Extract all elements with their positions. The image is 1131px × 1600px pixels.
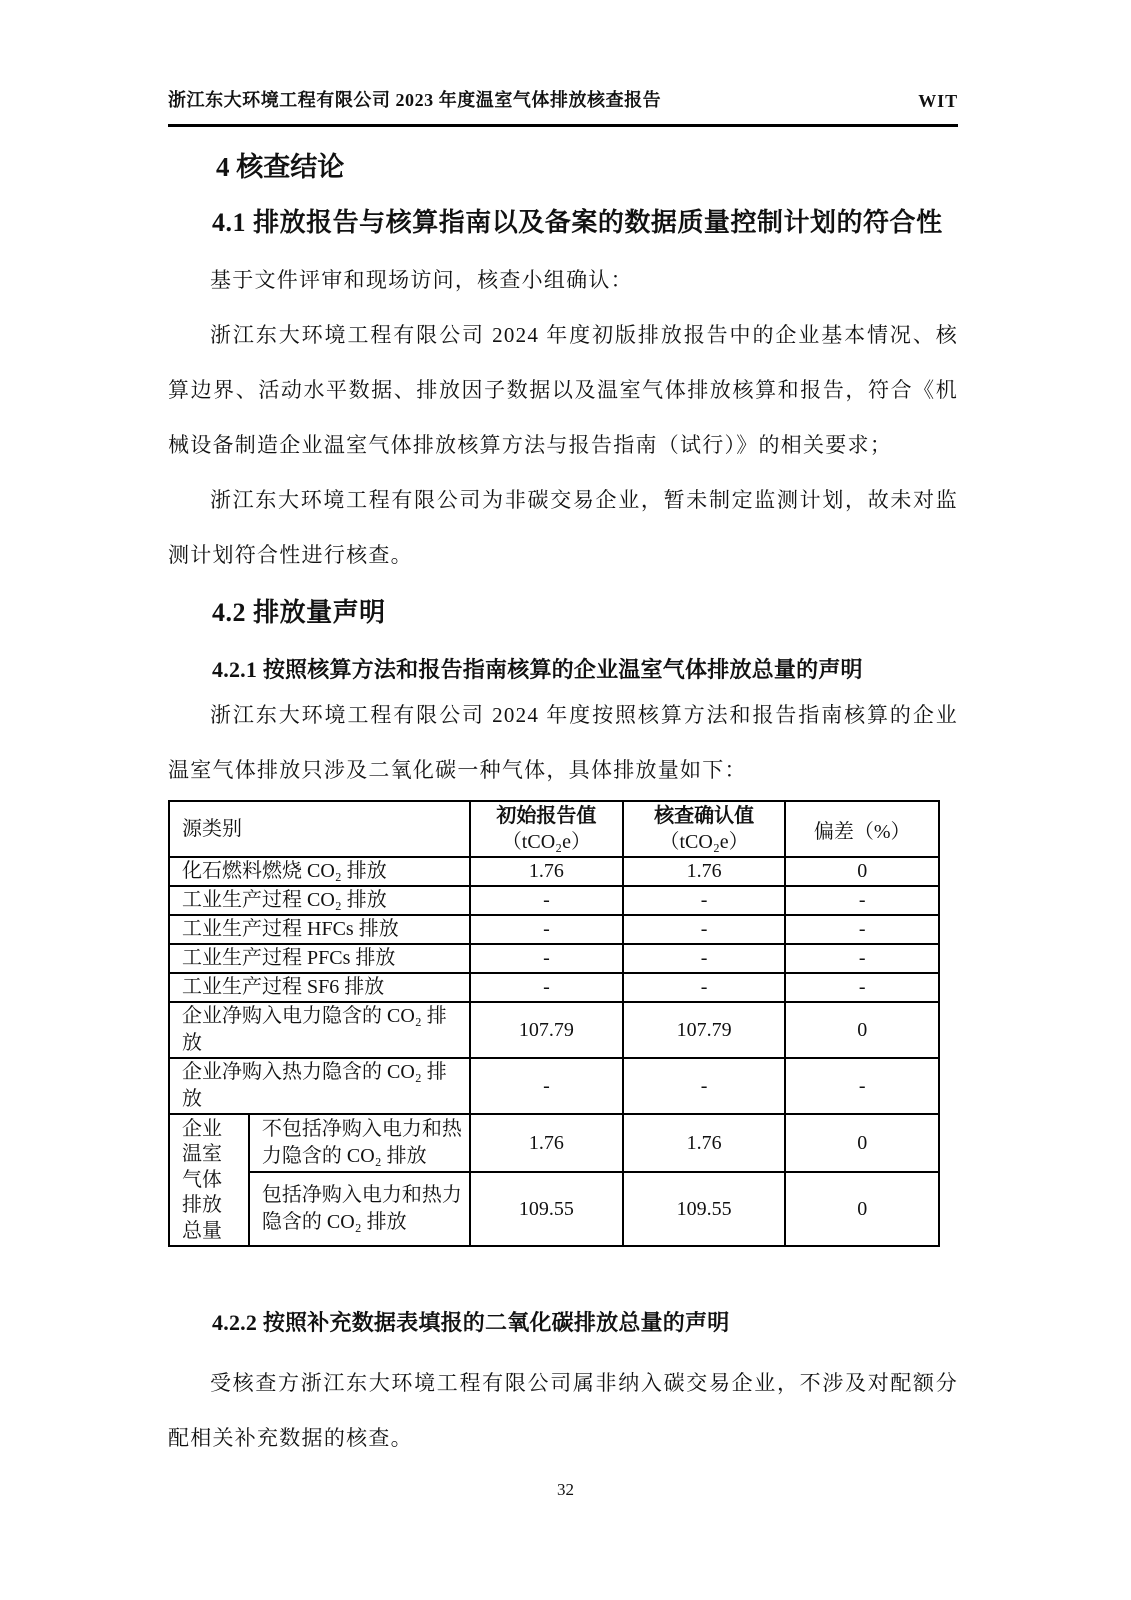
paragraph-supplement: 受核查方浙江东大环境工程有限公司属非纳入碳交易企业，不涉及对配额分配相关补充数据的核查。 [168,1371,958,1451]
column-header-verified [623,801,786,857]
cell-initial: - [470,1058,623,1114]
emissions-table [168,800,940,1247]
table-row [169,1002,939,1058]
cell-verified: - [623,944,786,973]
running-header [168,0,958,127]
cell-initial: 1.76 [470,857,623,886]
cell-source: 企业净购入热力隐含的 CO₂ 排放 [169,1058,470,1114]
running-header-title: 浙江东大环境工程有限公司 2023 年度温室气体排放核查报告 [168,90,662,110]
cell-deviation: - [785,915,939,944]
cell-total-group-label [169,1114,249,1246]
cell-verified: 1.76 [623,1114,786,1172]
column-header-initial [470,801,623,857]
cell-verified: - [623,973,786,1002]
cell-deviation: 0 [785,1002,939,1058]
cell-verified: 109.55 [623,1172,786,1246]
table-row [169,915,939,944]
column-header-initial-unit: （tCO₂e） [501,831,592,854]
cell-verified: - [623,1058,786,1114]
cell-source: 工业生产过程 HFCs 排放 [169,915,470,944]
cell-source: 不包括净购入电力和热力隐含的 CO₂ 排放 [249,1114,470,1172]
table-row-total-including [169,1172,939,1246]
paragraph-report-compliance: 浙江东大环境工程有限公司 2024 年度初版排放报告中的企业基本情况、核算边界、活动水平数据、排放因子数据以及温室气体排放核算和报告，符合《机械设备制造企业温室气体排放核算方法与报告指南（试行）》的相关要求； [168,323,958,458]
cell-verified: 107.79 [623,1002,786,1058]
column-header-verified-unit: （tCO₂e） [659,831,749,854]
total-group-label-text: 企业温室气体排放总量 [182,1117,222,1242]
cell-verified: - [623,915,786,944]
running-header-mark: WIT [918,91,958,111]
cell-deviation: 0 [785,1114,939,1172]
column-header-initial-label: 初始报告值 [496,805,597,828]
cell-deviation: - [785,1058,939,1114]
table-row [169,973,939,1002]
table-header-row [169,801,939,857]
cell-initial: - [470,944,623,973]
table-row [169,886,939,915]
section-4-2-heading: 4.2 排放量声明 [212,598,386,628]
cell-source: 化石燃料燃烧 CO₂ 排放 [169,857,470,886]
section-4-1-heading: 4.1 排放报告与核算指南以及备案的数据质量控制计划的符合性 [212,207,943,237]
cell-source: 工业生产过程 CO₂ 排放 [169,886,470,915]
cell-deviation: 0 [785,1172,939,1246]
cell-deviation: - [785,886,939,915]
cell-initial: - [470,886,623,915]
page-number: 32 [557,1480,574,1499]
cell-source: 工业生产过程 PFCs 排放 [169,944,470,973]
column-header-source: 源类别 [169,801,470,857]
section-4-2-1-heading: 4.2.1 按照核算方法和报告指南核算的企业温室气体排放总量的声明 [212,656,863,682]
cell-deviation: - [785,973,939,1002]
cell-deviation: - [785,944,939,973]
cell-source: 企业净购入电力隐含的 CO₂ 排放 [169,1002,470,1058]
table-row [169,857,939,886]
cell-initial: - [470,915,623,944]
column-header-deviation: 偏差（%） [785,801,939,857]
table-row [169,944,939,973]
column-header-verified-label: 核查确认值 [654,805,755,828]
page-content [168,0,958,1466]
cell-deviation: 0 [785,857,939,886]
paragraph-monitoring-plan: 浙江东大环境工程有限公司为非碳交易企业，暂未制定监测计划，故未对监测计划符合性进行核查。 [168,488,958,568]
cell-source: 包括净购入电力和热力隐含的 CO₂ 排放 [249,1172,470,1246]
cell-initial: 107.79 [470,1002,623,1058]
paragraph-intro: 基于文件评审和现场访问，核查小组确认： [210,268,633,293]
cell-initial: 109.55 [470,1172,623,1246]
cell-source: 工业生产过程 SF6 排放 [169,973,470,1002]
section-4-2-2-heading: 4.2.2 按照补充数据表填报的二氧化碳排放总量的声明 [212,1310,730,1336]
paragraph-emission-statement: 浙江东大环境工程有限公司 2024 年度按照核算方法和报告指南核算的企业温室气体排放只涉及二氧化碳一种气体，具体排放量如下： [168,703,958,783]
cell-initial: - [470,973,623,1002]
cell-verified: - [623,886,786,915]
table-row [169,1058,939,1114]
section-4-heading: 4 核查结论 [216,152,345,182]
table-row-total-excluding [169,1114,939,1172]
cell-verified: 1.76 [623,857,786,886]
cell-initial: 1.76 [470,1114,623,1172]
